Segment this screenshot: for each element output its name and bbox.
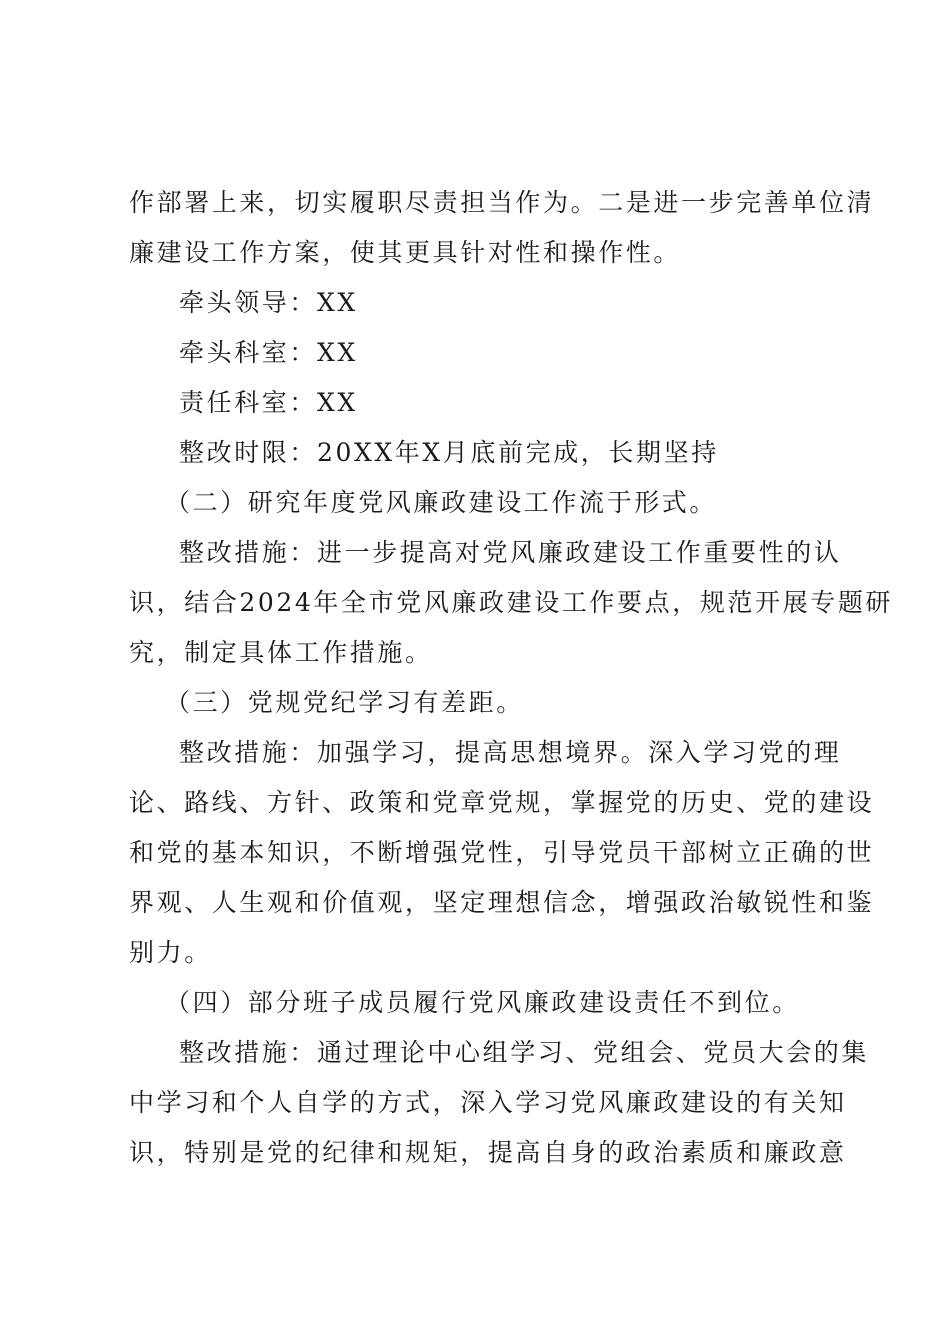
body-line: 别力。 bbox=[129, 938, 212, 967]
section-heading-2: （二）研究年度党风廉政建设工作流于形式。 bbox=[165, 488, 718, 517]
body-line: 界观、人生观和价值观，坚定理想信念，增强政治敏锐性和鉴 bbox=[129, 888, 875, 917]
body-line: 中学习和个人自学的方式，深入学习党风廉政建设的有关知 bbox=[129, 1088, 847, 1117]
responsible-office-line: 责任科室：XX bbox=[179, 388, 358, 417]
body-line: 和党的基本知识，不断增强党性，引导党员干部树立正确的世 bbox=[129, 838, 875, 867]
section-heading-3: （三）党规党纪学习有差距。 bbox=[165, 688, 524, 717]
document-body bbox=[129, 178, 894, 1178]
body-line: 论、路线、方针、政策和党章党规，掌握党的历史、党的建设 bbox=[129, 788, 875, 817]
section-heading-4: （四）部分班子成员履行党风廉政建设责任不到位。 bbox=[165, 988, 800, 1017]
body-line: 整改措施：通过理论中心组学习、党组会、党员大会的集 bbox=[179, 1038, 870, 1067]
body-line: 识，特别是党的纪律和规矩，提高自身的政治素质和廉政意 bbox=[129, 1138, 847, 1167]
body-line: 整改措施：加强学习，提高思想境界。深入学习党的理 bbox=[179, 738, 842, 767]
deadline-line: 整改时限：20XX年X月底前完成，长期坚持 bbox=[179, 438, 719, 467]
body-line: 廉建设工作方案，使其更具针对性和操作性。 bbox=[129, 238, 682, 267]
lead-office-line: 牵头科室：XX bbox=[179, 338, 358, 367]
lead-official-line: 牵头领导：XX bbox=[179, 288, 358, 317]
body-line: 识，结合2024年全市党风廉政建设工作要点，规范开展专题研 bbox=[129, 588, 894, 617]
body-line: 作部署上来，切实履职尽责担当作为。二是进一步完善单位清 bbox=[129, 188, 875, 217]
body-line: 究，制定具体工作措施。 bbox=[129, 638, 433, 667]
body-line: 整改措施：进一步提高对党风廉政建设工作重要性的认 bbox=[179, 538, 842, 567]
